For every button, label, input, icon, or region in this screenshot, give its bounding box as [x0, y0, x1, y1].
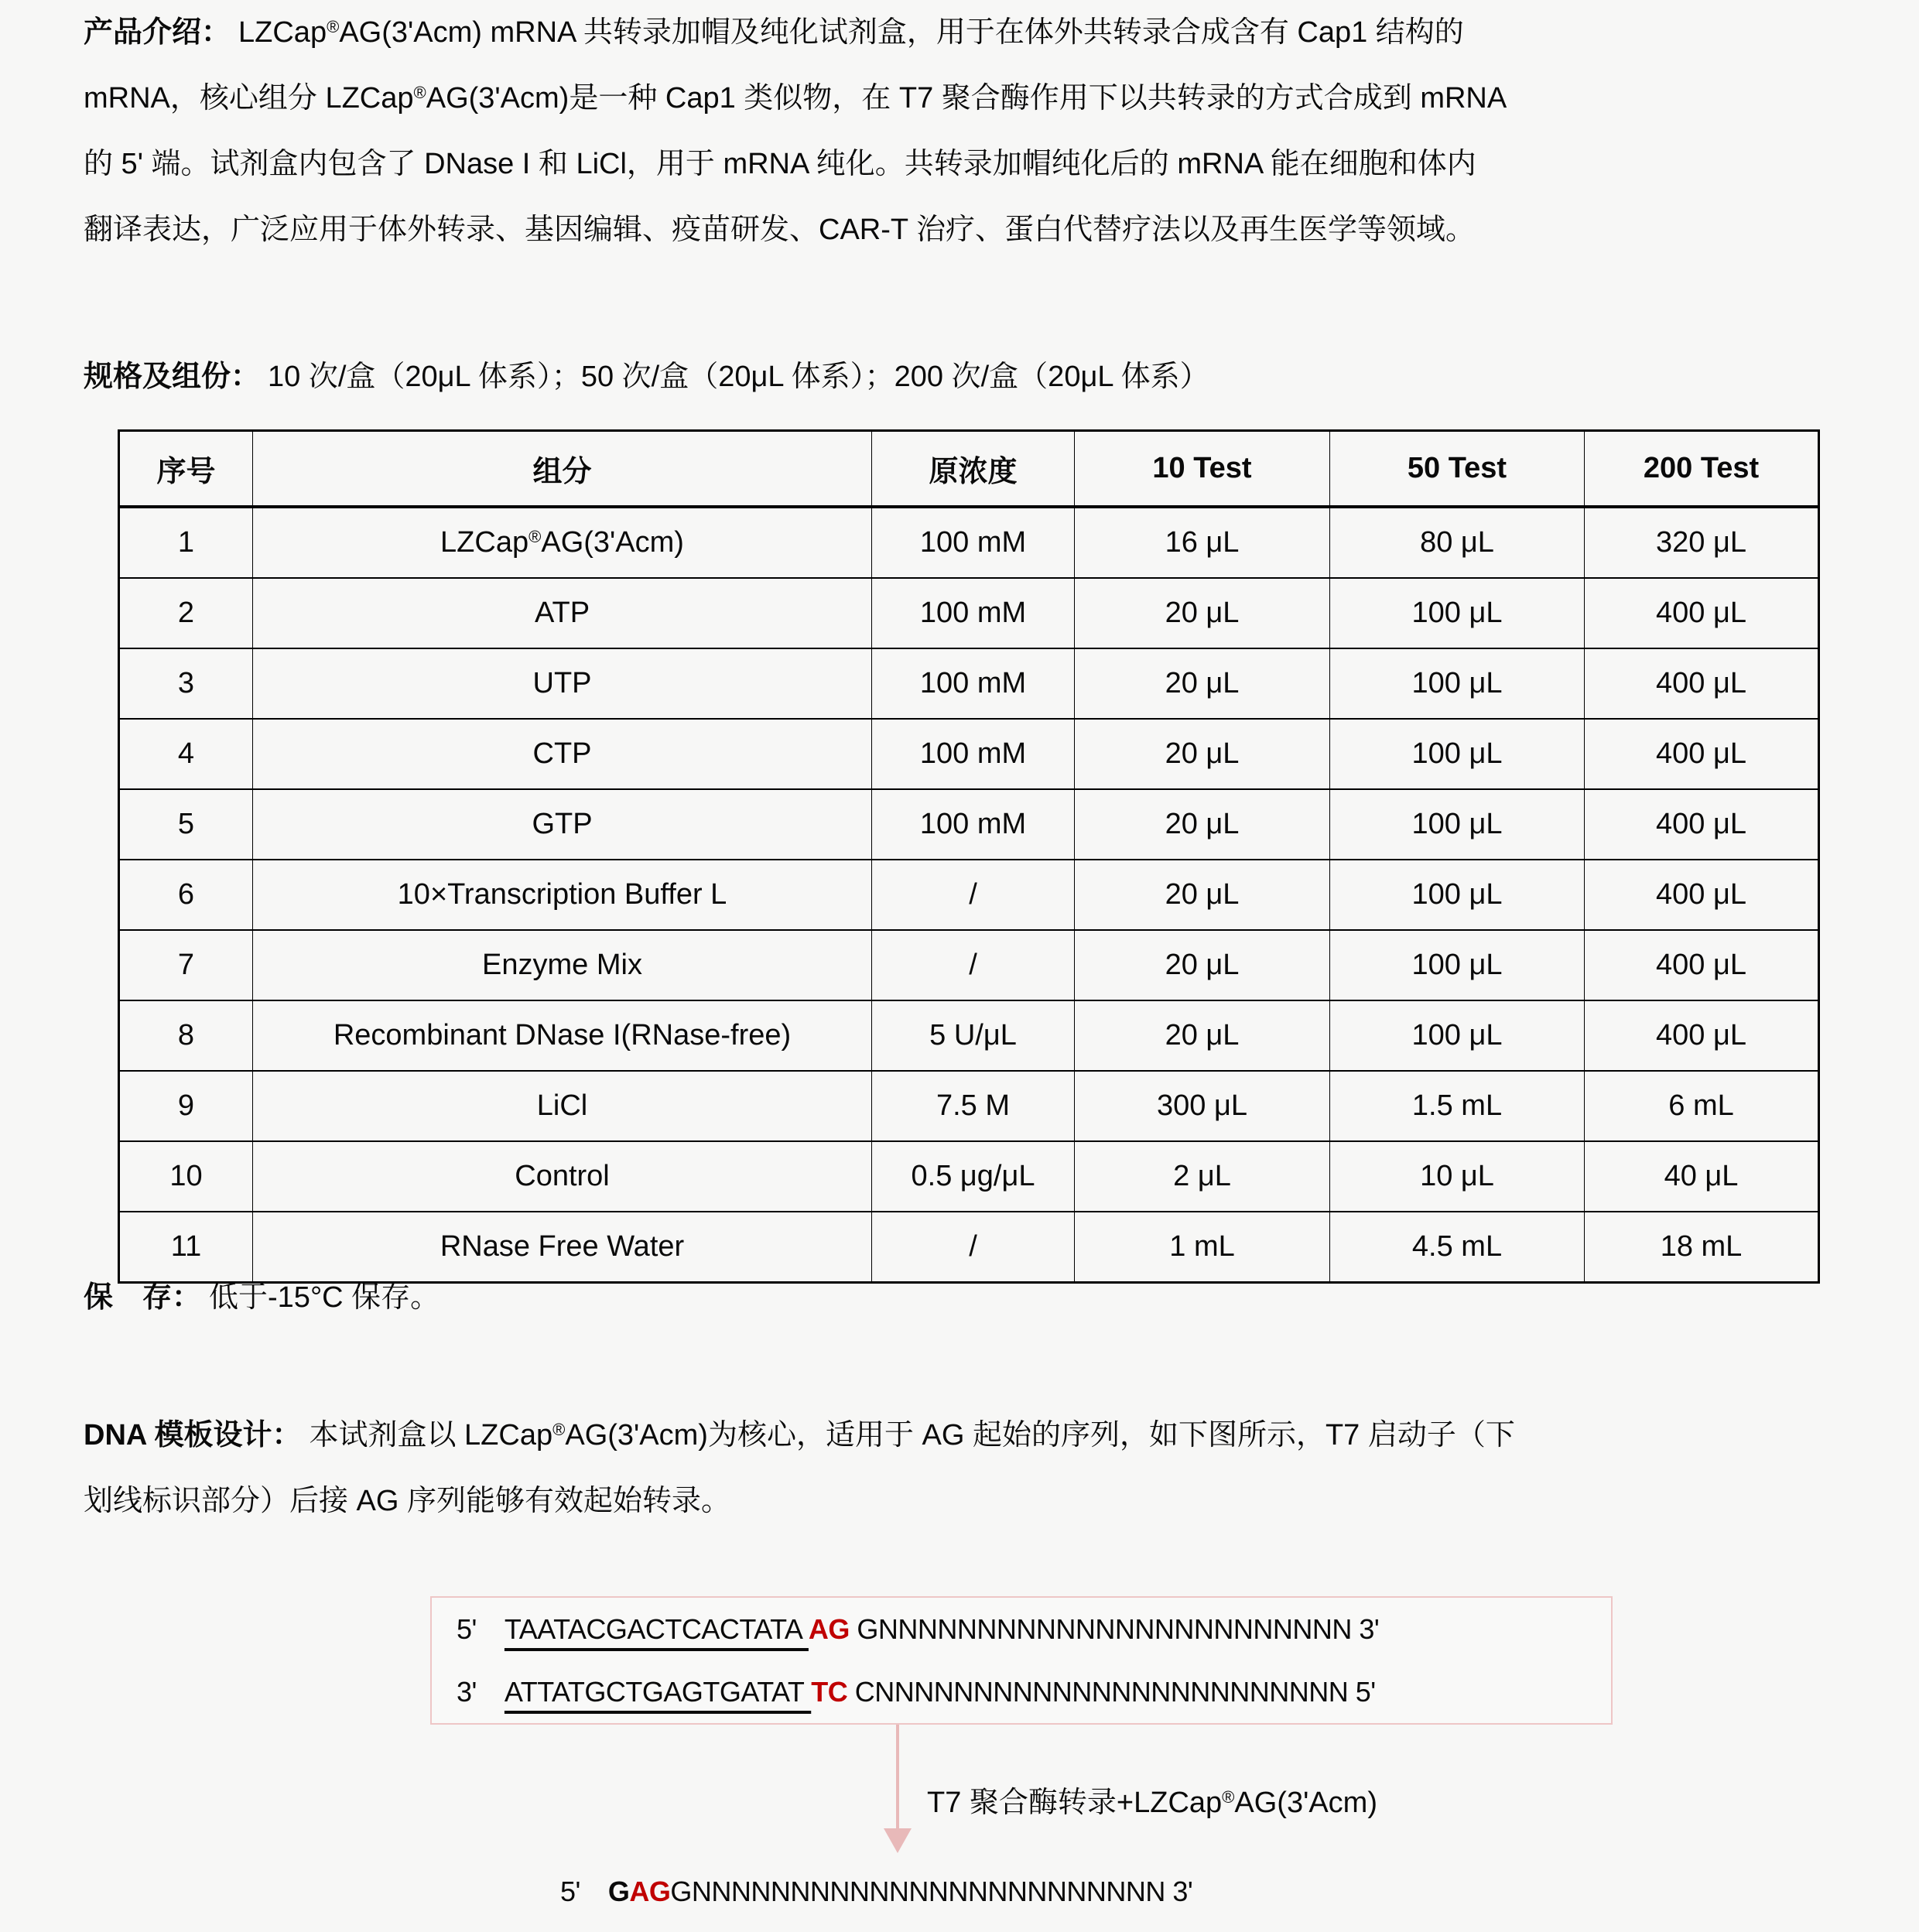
sequence-segment-prefix: 3' [457, 1676, 477, 1708]
table-cell: 100 μL [1330, 930, 1585, 1000]
table-row [119, 719, 1819, 789]
table-header-cell: 序号 [119, 431, 253, 508]
table-cell: 100 μL [1330, 578, 1585, 648]
arrow-shaft [896, 1725, 899, 1828]
table-header-cell: 组分 [253, 431, 872, 508]
sequence-segment-red: AG [629, 1876, 671, 1907]
table-cell: 20 μL [1075, 930, 1330, 1000]
table-cell: 300 μL [1075, 1071, 1330, 1141]
spec-text: 10 次/盒（20μL 体系）；50 次/盒（20μL 体系）；200 次/盒（20μL 体系） [268, 361, 1209, 393]
table-header-cell: 200 Test [1585, 431, 1819, 508]
table-cell: 2 [119, 578, 253, 648]
table-row [119, 1141, 1819, 1212]
table-cell: 100 mM [872, 507, 1075, 578]
registered-mark: ® [528, 526, 542, 546]
transcription-arrow-label: T7 聚合酶转录+LZCap®AG(3'Acm) [927, 1787, 1377, 1819]
table-cell: LiCl [253, 1071, 872, 1141]
table-cell: 20 μL [1075, 578, 1330, 648]
table-cell: 100 μL [1330, 1000, 1585, 1071]
table-cell: LZCap®AG(3'Acm) [253, 507, 872, 578]
table-cell: 80 μL [1330, 507, 1585, 578]
product-intro-lines [84, 66, 1873, 263]
text-line: 翻译表达，广泛应用于体外转录、基因编辑、疫苗研发、CAR-T 治疗、蛋白代替疗法以及再生医学等领域。 [84, 214, 1475, 246]
table-cell: 400 μL [1585, 860, 1819, 930]
registered-mark: ® [1222, 1787, 1235, 1807]
table-cell: 4 [119, 719, 253, 789]
table-cell: 100 mM [872, 789, 1075, 860]
spec-line [84, 344, 1873, 410]
table-cell: 100 mM [872, 648, 1075, 719]
table-cell: 400 μL [1585, 648, 1819, 719]
table-row [119, 578, 1819, 648]
sense-strand-sequence [432, 1598, 1611, 1660]
table-cell: 100 μL [1330, 648, 1585, 719]
table-header-cell: 原浓度 [872, 431, 1075, 508]
table-row [119, 1000, 1819, 1071]
dna-design-text: 本试剂盒以 LZCap®AG(3'Acm)为核心，适用于 AG 起始的序列，如下图所示，T7 启动子（下 [309, 1419, 1515, 1452]
table-cell: Control [253, 1141, 872, 1212]
table-cell: 400 μL [1585, 930, 1819, 1000]
table-cell: 100 mM [872, 578, 1075, 648]
sequence-segment-red: TC [811, 1676, 848, 1708]
sequence-segment-bold: G [607, 1876, 630, 1907]
table-cell: / [872, 860, 1075, 930]
table-cell: 100 μL [1330, 719, 1585, 789]
product-intro-text: LZCap®AG(3'Acm) mRNA 共转录加帽及纯化试剂盒，用于在体外共转录合成含有 Cap1 结构的 [238, 16, 1464, 49]
storage-line [84, 1265, 1873, 1331]
table-cell: 10 [119, 1141, 253, 1212]
table-header-row [119, 431, 1819, 508]
table-cell: Recombinant DNase I(RNase-free) [253, 1000, 872, 1071]
spec-label: 规格及组份： [84, 361, 261, 393]
text-line: 的 5' 端。试剂盒内包含了 DNase I 和 LiCl，用于 mRNA 纯化。共转录加帽纯化后的 mRNA 能在细胞和体内 [84, 148, 1476, 180]
sequence-segment-underline: ATTATGCTGAGTGATAT [504, 1676, 812, 1708]
table-row [119, 1071, 1819, 1141]
product-intro-paragraph [84, 0, 1873, 263]
table-cell: 3 [119, 648, 253, 719]
table-row [119, 860, 1819, 930]
dna-design-lines [84, 1469, 1873, 1534]
sequence-segment-plain: GNNNNNNNNNNNNNNNNNNNNNNNN 3' [849, 1613, 1380, 1645]
table-cell: 5 [119, 789, 253, 860]
table-cell: 7 [119, 930, 253, 1000]
table-cell: 20 μL [1075, 789, 1330, 860]
dna-template-box [430, 1596, 1613, 1725]
text-line: mRNA，核心组分 LZCap®AG(3'Acm)是一种 Cap1 类似物，在 T7 聚合酶作用下以共转录的方式合成到 mRNA [84, 82, 1507, 115]
registered-mark: ® [552, 1419, 566, 1439]
table-cell: CTP [253, 719, 872, 789]
sequence-segment-prefix: 5' [457, 1613, 477, 1645]
text-line [84, 1403, 1873, 1469]
table-header-cell: 10 Test [1075, 431, 1330, 508]
table-cell: RNase Free Water [253, 1212, 872, 1283]
text-line: 划线标识部分）后接 AG 序列能够有效起始转录。 [84, 1485, 731, 1517]
table-cell: 2 μL [1075, 1141, 1330, 1212]
table-cell: / [872, 930, 1075, 1000]
down-arrow-icon [896, 1725, 899, 1853]
table-cell: 100 μL [1330, 789, 1585, 860]
sequence-segment-red: AG [808, 1613, 850, 1645]
product-sequence [560, 1861, 1192, 1923]
table-cell: 9 [119, 1071, 253, 1141]
table-cell: 4.5 mL [1330, 1212, 1585, 1283]
table-row [119, 648, 1819, 719]
sequence-segment-plain: GNNNNNNNNNNNNNNNNNNNNNNNN 3' [670, 1876, 1193, 1907]
registered-mark: ® [413, 82, 426, 102]
sequence-segment-prefix: 5' [560, 1876, 580, 1907]
storage-label: 保 存： [84, 1281, 202, 1314]
table-cell: 6 mL [1585, 1071, 1819, 1141]
table-cell: / [872, 1212, 1075, 1283]
table-cell: GTP [253, 789, 872, 860]
sequence-segment-plain: CNNNNNNNNNNNNNNNNNNNNNNNN 5' [847, 1676, 1376, 1708]
table-cell: UTP [253, 648, 872, 719]
dna-design-label: DNA 模板设计： [84, 1419, 302, 1452]
table-cell: 400 μL [1585, 578, 1819, 648]
table-row [119, 789, 1819, 860]
table-cell: ATP [253, 578, 872, 648]
table-cell: 10×Transcription Buffer L [253, 860, 872, 930]
table-cell: 5 U/μL [872, 1000, 1075, 1071]
table-cell: 100 mM [872, 719, 1075, 789]
table-cell: 7.5 M [872, 1071, 1075, 1141]
table-cell: Enzyme Mix [253, 930, 872, 1000]
table-cell: 20 μL [1075, 648, 1330, 719]
table-cell: 11 [119, 1212, 253, 1283]
table-row [119, 930, 1819, 1000]
components-table [118, 429, 1820, 1284]
arrow-head [884, 1828, 912, 1853]
table-cell: 6 [119, 860, 253, 930]
table-cell: 1 mL [1075, 1212, 1330, 1283]
table-cell: 18 mL [1585, 1212, 1819, 1283]
table-cell: 20 μL [1075, 860, 1330, 930]
registered-mark: ® [327, 16, 340, 36]
table-cell: 0.5 μg/μL [872, 1141, 1075, 1212]
table-cell: 1 [119, 507, 253, 578]
table-cell: 8 [119, 1000, 253, 1071]
storage-text: 低于-15°C 保存。 [209, 1281, 440, 1314]
table-cell: 320 μL [1585, 507, 1819, 578]
antisense-strand-sequence [432, 1660, 1611, 1723]
table-cell: 16 μL [1075, 507, 1330, 578]
table-body [119, 507, 1819, 1283]
table-cell: 20 μL [1075, 1000, 1330, 1071]
table-cell: 1.5 mL [1330, 1071, 1585, 1141]
table-cell: 10 μL [1330, 1141, 1585, 1212]
table-cell: 100 μL [1330, 860, 1585, 930]
dna-design-paragraph [84, 1403, 1873, 1534]
sequence-segment-underline: TAATACGACTCACTATA [504, 1613, 809, 1645]
table-row [119, 507, 1819, 578]
table-cell: 400 μL [1585, 1000, 1819, 1071]
table-header-cell: 50 Test [1330, 431, 1585, 508]
table-cell: 400 μL [1585, 719, 1819, 789]
table-cell: 400 μL [1585, 789, 1819, 860]
table-cell: 40 μL [1585, 1141, 1819, 1212]
text-line [84, 0, 1873, 66]
table-cell: 20 μL [1075, 719, 1330, 789]
product-intro-label: 产品介绍： [84, 16, 231, 49]
